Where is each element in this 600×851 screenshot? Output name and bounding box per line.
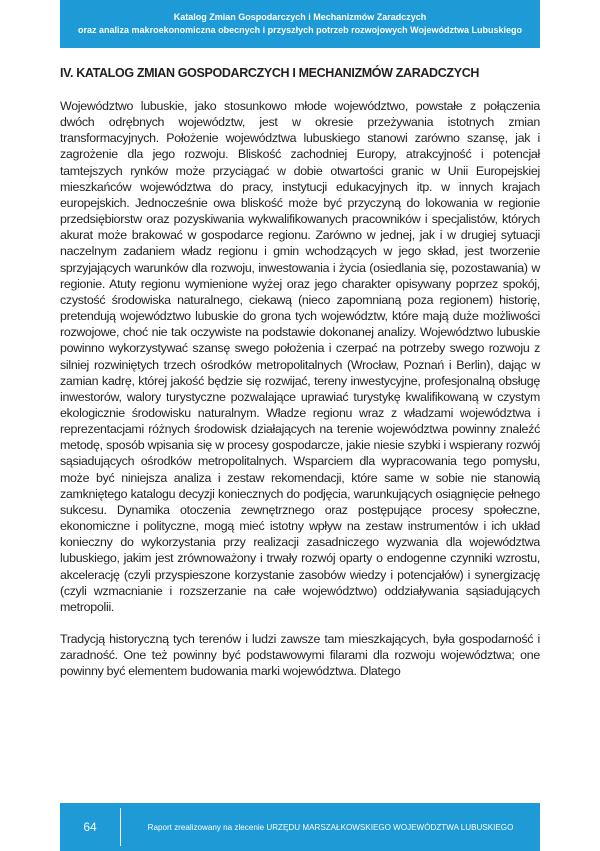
header-title-line-1: Katalog Zmian Gospodarczych i Mechanizmów Zaradczych xyxy=(173,12,427,22)
body-text xyxy=(60,98,540,679)
paragraph-2: Tradycją historyczną tych terenów i ludzi zawsze tam mieszkających, była gospodarność i zaradność. One też powinny być podstawowymi filarami dla rozwoju województwa; one powinny być elementem budowania marki województwa. Dlatego xyxy=(60,632,540,679)
page-header xyxy=(60,0,540,48)
page-number: 64 xyxy=(83,820,97,834)
paragraph-1: Województwo lubuskie, jako stosunkowo młode województwo, powstałe z połączenia dwóch odrębnych województw, jest w okresie przeżywania istotnych zmian transformacyjnych. Położenie województwa lubuskiego stanowi zarówno szansę, jak i zagrożenie dla jego rozwoju. Bliskość zachodniej Europy, atrakcyjność i potencjał tamtejszych rynków może przyciągać w dobie otwartości granic w Unii Europejskiej mieszkańców województwa do pracy, instytucji edukacyjnych itp. w innych krajach europejskich. Jednocześnie owa bliskość może być przyczyną do lokowania w regionie przedsiębiorstw oraz pozyskiwania wykwalifikowanych pracowników i specjalistów, których akurat może brakować w gospodarce regionu. Zarówno w jednej, jak i w drugiej sytuacji naczelnym zadaniem władz regionu i gmin wchodzących w jego skład, jest tworzenie sprzyjających warunków dla rozwoju, inwestowania i życia (osiedlania się, pozostawania) w regionie. Atuty regionu wymienione wyżej oraz jego charakter opisywany poprzez spokój, czystość środowiska naturalnego, ciekawą (nieco zapomnianą poza regionem) historię, pretendują województwo lubuskie do grona tych województw, które mają duże możliwości rozwojowe, choć nie tak oczywiste na podstawie dokonanej analizy. Województwo lubuskie powinno wykorzystywać szansę swego położenia i czerpać na potrzeby swego rozwoju z silniej rozwiniętych trzech ośrodków metropolitalnych (Wrocław, Poznań i Berlin), dając w zamian kadrę, której jakość będzie się rozwijać, tereny inwestycyjne, profesjonalną obsługę inwestorów, walory turystyczne pozwalające uprawiać turystykę kwalifikowaną w czystym ekologicznie środowisku naturalnym. Władze regionu wraz z władzami województwa i reprezentacjami różnych środowisk działających na terenie województwa powinny znaleźć metodę, sposób wpisania się w procesy gospodarcze, jakie niesie szybki i wspierany rozwój sąsiadujących ośrodków metropolitalnych. Wsparciem dla wypracowania tego pomysłu, może być niniejsza analiza i zestaw rekomendacji, które same w sobie nie stanowią zamkniętego katalogu decyzji koniecznych do podjęcia, warunkujących osiągnięcie pełnego sukcesu. Dynamika otoczenia zewnętrznego oraz postępujące procesy społeczne, ekonomiczne i polityczne, mogą mieć istotny wpływ na zestaw instrumentów i ich układ konieczny do wykorzystania przy realizacji zasadniczego wyzwania dla województwa lubuskiego, jakim jest zrównoważony i trwały rozwój oparty o endogenne czynniki wzrostu, akcelerację (czyli przyspieszone korzystanie zasobów wiedzy i potencjałów) i synergizację (czyli wzmacnianie i rozszerzanie na całe województwo) oddziaływania sąsiadujących metropolii. xyxy=(60,99,540,614)
section-title: IV. KATALOG ZMIAN GOSPODARCZYCH I MECHANIZMÓW ZARADCZYCH xyxy=(60,66,480,80)
header-title-line-2: oraz analiza makroekonomiczna obecnych i przyszłych potrzeb rozwojowych Województwa Lubuskiego xyxy=(78,25,522,35)
page-footer xyxy=(60,803,540,851)
footer-report-text: Raport zrealizowany na zlecenie URZĘDU MARSZAŁKOWSKIEGO WOJEWÓDZTWA LUBUSKIEGO xyxy=(147,822,514,832)
